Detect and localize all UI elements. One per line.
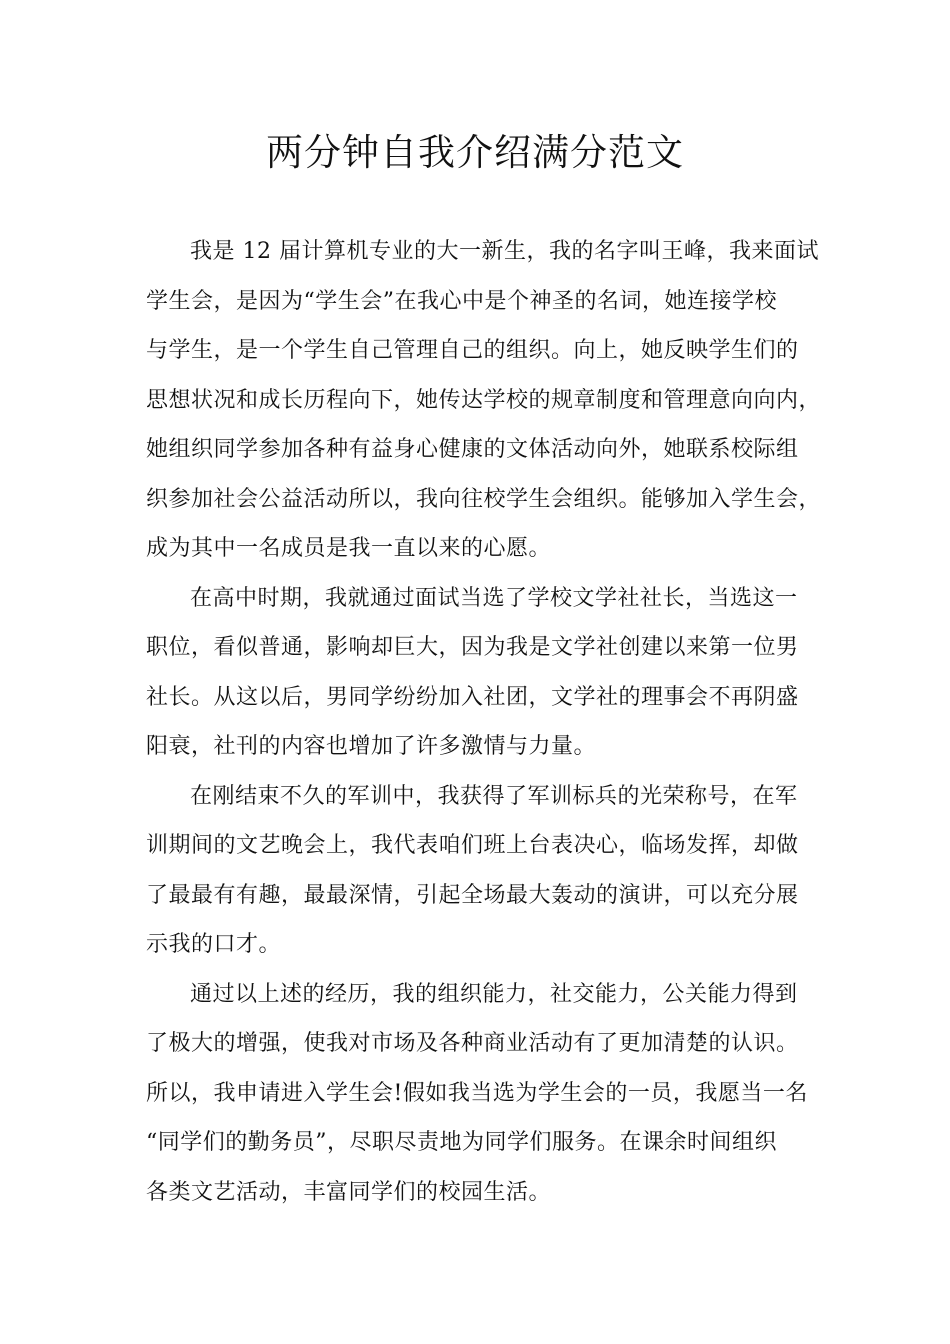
paragraph-4-line-3: 所以，我申请进入学生会!假如我当选为学生会的一员，我愿当一名: [146, 1080, 808, 1106]
paragraph-2-line-4: 阳衰，社刊的内容也增加了许多激情与力量。: [146, 734, 597, 759]
paragraph-2-line-2: 职位，看似普通，影响却巨大，因为我是文学社创建以来第一位男: [146, 635, 799, 660]
paragraph-1-line-7: 成为其中一名成员是我一直以来的心愿。: [146, 536, 552, 561]
paragraph-2-line-3: 社长。从这以后，男同学纷纷加入社团，文学社的理事会不再阴盛: [146, 684, 799, 710]
paragraph-1-line-6: 织参加社会公益活动所以，我向往校学生会组织。能够加入学生会，: [146, 486, 822, 512]
paragraph-1-line-5: 她组织同学参加各种有益身心健康的文体活动向外，她联系校际组: [146, 437, 799, 462]
paragraph-3-line-2: 训期间的文艺晚会上，我代表咱们班上台表决心，临场发挥，却做: [146, 833, 799, 858]
paragraph-3-line-3: 了最最有有趣，最最深情，引起全场最大轰动的演讲，可以充分展: [146, 882, 799, 908]
paragraph-4-line-5: 各类文艺活动，丰富同学们的校园生活。: [146, 1179, 552, 1205]
document-body: [146, 227, 822, 1217]
paragraph-1-line-1: 我是 12 届计算机专业的大一新生，我的名字叫王峰，我来面试: [190, 239, 819, 264]
paragraph-2-line-1: 在高中时期，我就通过面试当选了学校文学社社长，当选这一: [190, 585, 798, 611]
paragraph-1-line-2: 学生会，是因为“学生会”在我心中是个神圣的名词，她连接学校: [146, 288, 777, 314]
paragraph-4-line-4: “同学们的勤务员”，尽职尽责地为同学们服务。在课余时间组织: [146, 1130, 777, 1155]
paragraph-3-line-1: 在刚结束不久的军训中，我获得了军训标兵的光荣称号，在军: [190, 783, 798, 809]
paragraph-1-line-4: 思想状况和成长历程向下，她传达学校的规章制度和管理意向向内，: [146, 387, 822, 413]
paragraph-3-line-4: 示我的口才。: [146, 932, 282, 957]
document-title: 两分钟自我介绍满分范文: [266, 131, 684, 174]
paragraph-4-line-2: 了极大的增强，使我对市场及各种商业活动有了更加清楚的认识。: [146, 1031, 799, 1056]
paragraph-4-line-1: 通过以上述的经历，我的组织能力，社交能力，公关能力得到: [190, 981, 798, 1007]
paragraph-1-line-3: 与学生，是一个学生自己管理自己的组织。向上，她反映学生们的: [146, 338, 799, 363]
